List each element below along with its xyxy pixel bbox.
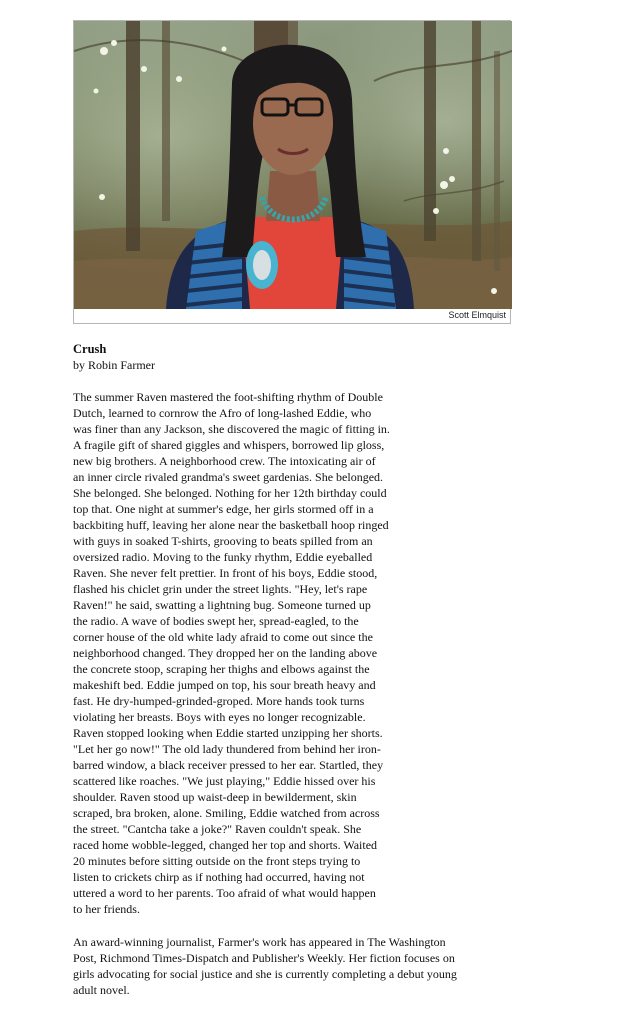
story-line: Raven. She never felt prettier. In front of his boys, Eddie stood,: [73, 566, 378, 580]
story-line: new big brothers. A neighborhood crew. The intoxicating air of: [73, 454, 376, 468]
story-line: raced home wobble-legged, changed her top and shorts. Waited: [73, 838, 378, 852]
story-line: A fragile gift of shared giggles and whispers, borrowed lip gloss,: [73, 438, 385, 452]
story-line: makeshift bed. Eddie jumped on top, his sour breath heavy and: [73, 678, 376, 692]
author-bio: [73, 934, 503, 998]
story-line: uttered a word to her parents. Too afraid of what would happen: [73, 886, 376, 900]
bio-line: adult novel.: [73, 983, 130, 997]
story-byline: by Robin Farmer: [73, 358, 155, 372]
story-line: neighborhood changed. They dropped her on the landing above: [73, 646, 378, 660]
story-line: fast. He dry-humped-grinded-groped. More hands took turns: [73, 694, 365, 708]
story-line: the radio. A wave of bodies swept her, spread-eagled, to the: [73, 614, 359, 628]
photo-credit: Scott Elmquist: [448, 310, 506, 320]
story-line: flashed his chiclet grin under the street lights. "Hey, let's rape: [73, 582, 368, 596]
story-title: Crush: [73, 342, 107, 356]
bio-line: girls advocating for social justice and she is currently completing a debut young: [73, 967, 457, 981]
author-photo: [74, 21, 512, 309]
story-line: top that. One night at summer's edge, her girls stormed off in a: [73, 502, 374, 516]
story-line: to her friends.: [73, 902, 140, 916]
story-line: scraped, bra broken, alone. Smiling, Eddie watched from across: [73, 806, 380, 820]
story-line: oversized radio. Moving to the funky rhythm, Eddie eyeballed: [73, 550, 373, 564]
story-line: She belonged. She belonged. Nothing for her 12th birthday could: [73, 486, 387, 500]
story-body: [73, 389, 425, 917]
story-line: 20 minutes before sitting outside on the front steps trying to: [73, 854, 361, 868]
story-line: shoulder. Raven stood up waist-deep in bewilderment, skin: [73, 790, 357, 804]
story-line: "Let her go now!" The old lady thundered from behind her iron-: [73, 742, 381, 756]
story-line: listen to crickets chirp as if nothing had occurred, having not: [73, 870, 365, 884]
photo-figure: [73, 20, 511, 324]
story-line: Raven!" he said, swatting a lightning bug. Someone turned up: [73, 598, 371, 612]
story-line: backbiting huff, leaving her alone near the basketball hoop ringed: [73, 518, 389, 532]
story-line: was finer than any Jackson, she discovered the magic of fitting in.: [73, 422, 390, 436]
story-line: barred window, a black receiver pressed to her ear. Startled, they: [73, 758, 384, 772]
story-line: an inner circle rivaled grandma's sweet gardenias. She belonged.: [73, 470, 384, 484]
story-line: Raven stopped looking when Eddie started unzipping her shorts.: [73, 726, 383, 740]
story-line: with guys in soaked T-shirts, grooving to beats spilled from an: [73, 534, 373, 548]
story-line: the concrete stoop, scraping her thighs and elbows against the: [73, 662, 370, 676]
story-line: the street. "Cantcha take a joke?" Raven couldn't speak. She: [73, 822, 362, 836]
story-line: scattered like roaches. "We just playing," Eddie hissed over his: [73, 774, 376, 788]
story-line: Dutch, learned to cornrow the Afro of long-lashed Eddie, who: [73, 406, 372, 420]
story-line: corner house of the old white lady afraid to come out since the: [73, 630, 373, 644]
bio-line: An award-winning journalist, Farmer's work has appeared in The Washington: [73, 935, 446, 949]
story-line: The summer Raven mastered the foot-shifting rhythm of Double: [73, 390, 383, 404]
bio-line: Post, Richmond Times-Dispatch and Publisher's Weekly. Her fiction focuses on: [73, 951, 455, 965]
story-line: violating her breasts. Boys with eyes no longer recognizable.: [73, 710, 366, 724]
